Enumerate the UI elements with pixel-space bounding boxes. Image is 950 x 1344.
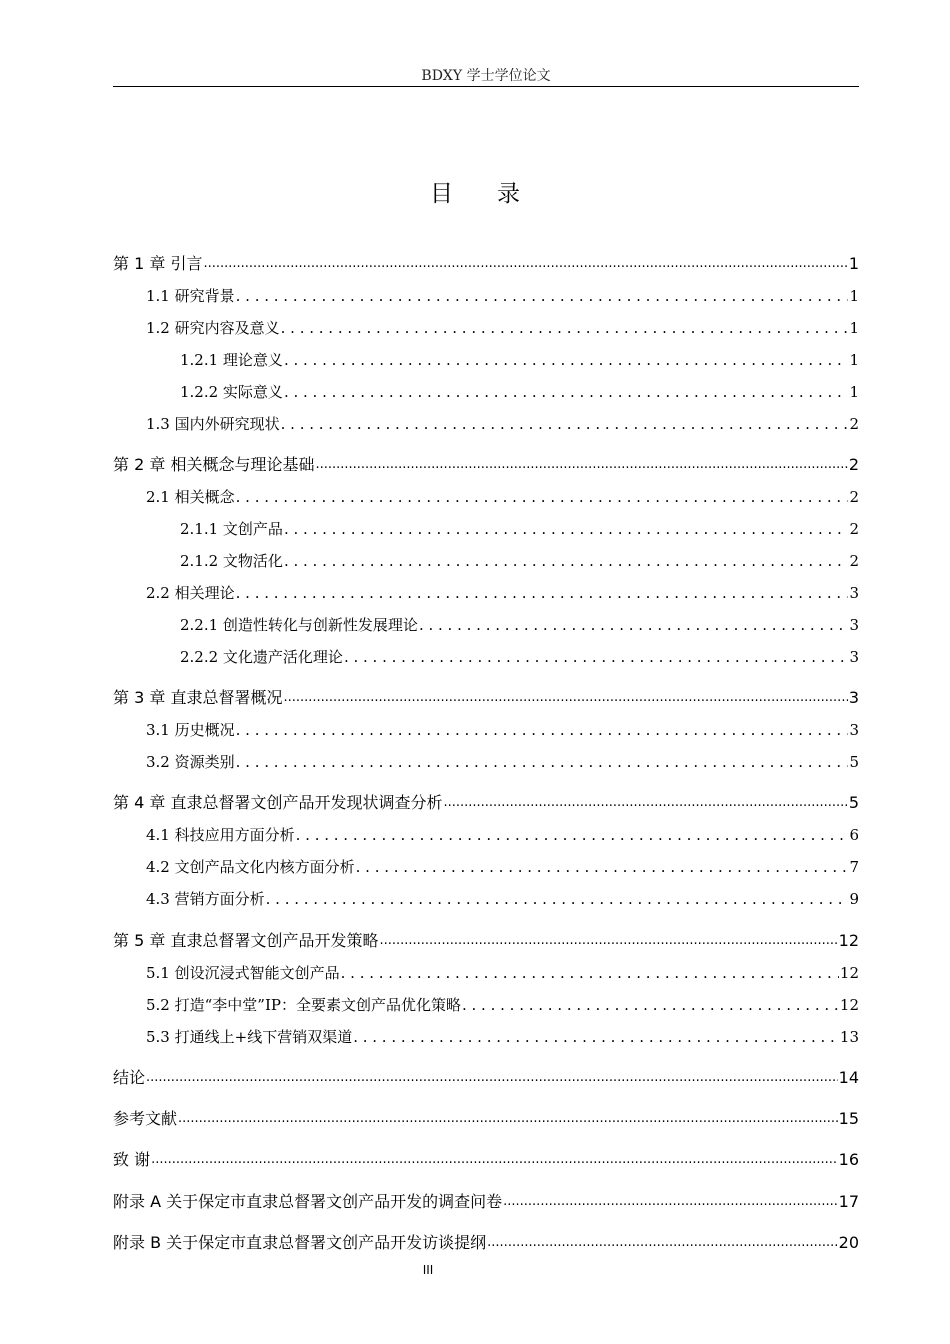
toc-entry-label: 1.2 研究内容及意义 bbox=[146, 319, 280, 337]
toc-entry-label: 1.3 国内外研究现状 bbox=[146, 415, 280, 433]
toc-entry-page: 2 bbox=[849, 520, 859, 538]
toc-dot-leader bbox=[203, 251, 847, 275]
toc-entry[interactable] bbox=[113, 478, 859, 508]
toc-entry[interactable] bbox=[113, 880, 859, 910]
toc-dot-leader bbox=[296, 824, 849, 846]
toc-entry-label: 1.2.2 实际意义 bbox=[180, 383, 283, 401]
toc-entry[interactable] bbox=[113, 638, 859, 668]
toc-entry-label: 1.2.1 理论意义 bbox=[180, 351, 283, 369]
toc-entry[interactable] bbox=[113, 1141, 859, 1171]
toc-entry-page: 12 bbox=[839, 996, 859, 1014]
toc-entry-page: 2 bbox=[849, 488, 859, 506]
toc-dot-leader bbox=[236, 719, 849, 741]
toc-dot-leader bbox=[284, 349, 849, 371]
toc-entry[interactable] bbox=[113, 954, 859, 984]
toc-entry-page: 1 bbox=[849, 351, 859, 369]
toc-entry-page: 3 bbox=[849, 721, 859, 739]
toc-entry-label: 参考文献 bbox=[113, 1109, 178, 1128]
toc-entry-label: 2.2.1 创造性转化与创新性发展理论 bbox=[180, 616, 418, 634]
toc-dot-leader bbox=[284, 518, 849, 540]
toc-dot-leader bbox=[151, 1147, 838, 1171]
toc-dot-leader bbox=[283, 685, 847, 709]
toc-dot-leader bbox=[356, 856, 849, 878]
toc-entry[interactable] bbox=[113, 1224, 859, 1254]
header-rule bbox=[113, 86, 859, 87]
toc-entry-page: 5 bbox=[849, 753, 859, 771]
toc-dot-leader bbox=[236, 751, 849, 773]
toc-title: 目录 bbox=[430, 181, 564, 207]
toc-entry-page: 5 bbox=[848, 793, 859, 812]
toc-entry-label: 4.3 营销方面分析 bbox=[146, 890, 265, 908]
toc-entry[interactable] bbox=[113, 679, 859, 709]
toc-dot-leader bbox=[284, 381, 849, 403]
toc-entry[interactable] bbox=[113, 446, 859, 476]
toc-entry-page: 6 bbox=[849, 826, 859, 844]
toc-dot-leader bbox=[266, 888, 849, 910]
toc-dot-leader bbox=[281, 413, 849, 435]
toc-dot-leader bbox=[353, 1026, 839, 1048]
toc-dot-leader bbox=[236, 285, 849, 307]
toc-entry-page: 15 bbox=[838, 1109, 859, 1128]
toc-entry-page: 2 bbox=[849, 415, 859, 433]
toc-entry-page: 17 bbox=[838, 1192, 859, 1211]
toc-entry[interactable] bbox=[113, 848, 859, 878]
toc-entry[interactable] bbox=[113, 711, 859, 741]
toc-entry-page: 3 bbox=[849, 584, 859, 602]
toc-entry-label: 2.1.1 文创产品 bbox=[180, 520, 283, 538]
toc-entry-label: 4.2 文创产品文化内核方面分析 bbox=[146, 858, 355, 876]
page-number: III bbox=[422, 1263, 434, 1277]
toc-entry[interactable] bbox=[113, 1100, 859, 1130]
toc-entry-page: 12 bbox=[839, 964, 859, 982]
toc-dot-leader bbox=[315, 452, 847, 476]
toc-entry[interactable] bbox=[113, 922, 859, 952]
toc-dot-leader bbox=[281, 317, 849, 339]
toc-entry-page: 3 bbox=[849, 616, 859, 634]
toc-entry-page: 14 bbox=[838, 1068, 859, 1087]
toc-entry-page: 13 bbox=[839, 1028, 859, 1046]
running-header: BDXY 学士学位论文 bbox=[421, 68, 551, 84]
toc-entry-label: 2.1 相关概念 bbox=[146, 488, 235, 506]
toc-entry[interactable] bbox=[113, 245, 859, 275]
toc-entry[interactable] bbox=[113, 1018, 859, 1048]
toc-entry[interactable] bbox=[113, 373, 859, 403]
toc-entry-page: 2 bbox=[849, 552, 859, 570]
toc-entry-page: 20 bbox=[838, 1233, 859, 1252]
toc-entry-page: 3 bbox=[848, 688, 859, 707]
toc-dot-leader bbox=[146, 1065, 838, 1089]
toc-entry[interactable] bbox=[113, 510, 859, 540]
toc-entry-label: 5.3 打通线上+线下营销双渠道 bbox=[146, 1028, 353, 1046]
toc-dot-leader bbox=[462, 994, 839, 1016]
toc-entry-label: 4.1 科技应用方面分析 bbox=[146, 826, 295, 844]
toc-entry[interactable] bbox=[113, 784, 859, 814]
toc-entry[interactable] bbox=[113, 606, 859, 636]
toc-entry-label: 附录 A 关于保定市直隶总督署文创产品开发的调查问卷 bbox=[113, 1192, 503, 1211]
toc-entry-label: 附录 B 关于保定市直隶总督署文创产品开发访谈提纲 bbox=[113, 1233, 487, 1252]
toc-entry-page: 1 bbox=[849, 287, 859, 305]
toc-entry-label: 第 3 章 直隶总督署概况 bbox=[113, 688, 283, 707]
toc-entry[interactable] bbox=[113, 277, 859, 307]
toc-entry-label: 2.2.2 文化遗产活化理论 bbox=[180, 648, 343, 666]
toc-dot-leader bbox=[284, 550, 849, 572]
toc-entry[interactable] bbox=[113, 1059, 859, 1089]
toc-entry-page: 12 bbox=[838, 931, 859, 950]
toc-entry-label: 5.2 打造“李中堂”IP：全要素文创产品优化策略 bbox=[146, 996, 461, 1014]
toc-dot-leader bbox=[379, 928, 837, 952]
toc-entry-label: 第 5 章 直隶总督署文创产品开发策略 bbox=[113, 931, 379, 950]
toc-entry-label: 3.1 历史概况 bbox=[146, 721, 235, 739]
toc-entry-label: 2.2 相关理论 bbox=[146, 584, 235, 602]
toc-entry[interactable] bbox=[113, 816, 859, 846]
toc-entry-label: 第 2 章 相关概念与理论基础 bbox=[113, 455, 315, 474]
toc-entry-page: 7 bbox=[849, 858, 859, 876]
toc-entry-label: 1.1 研究背景 bbox=[146, 287, 235, 305]
toc-entry[interactable] bbox=[113, 341, 859, 371]
toc-entry-page: 3 bbox=[849, 648, 859, 666]
toc-dot-leader bbox=[344, 646, 849, 668]
toc-entry-label: 致 谢 bbox=[113, 1150, 151, 1169]
toc-entry-label: 3.2 资源类别 bbox=[146, 753, 235, 771]
toc-entry[interactable] bbox=[113, 542, 859, 572]
toc-entry-page: 9 bbox=[849, 890, 859, 908]
toc-entry[interactable] bbox=[113, 574, 859, 604]
toc-dot-leader bbox=[443, 790, 847, 814]
toc-entry-page: 1 bbox=[849, 383, 859, 401]
toc-entry-page: 1 bbox=[849, 319, 859, 337]
toc-dot-leader bbox=[341, 962, 839, 984]
toc-dot-leader bbox=[503, 1189, 838, 1213]
toc-dot-leader bbox=[419, 614, 849, 636]
toc-entry-page: 1 bbox=[848, 254, 859, 273]
toc-entry-label: 2.1.2 文物活化 bbox=[180, 552, 283, 570]
toc-entry-label: 5.1 创设沉浸式智能文创产品 bbox=[146, 964, 340, 982]
toc-dot-leader bbox=[487, 1230, 837, 1254]
toc-entry[interactable] bbox=[113, 1183, 859, 1213]
toc-entry-label: 第 4 章 直隶总督署文创产品开发现状调查分析 bbox=[113, 793, 443, 812]
toc-entry[interactable] bbox=[113, 986, 859, 1016]
toc-dot-leader bbox=[236, 582, 849, 604]
toc-entry[interactable] bbox=[113, 405, 859, 435]
toc-dot-leader bbox=[236, 486, 849, 508]
toc-entry-page: 2 bbox=[848, 455, 859, 474]
toc-entry-label: 结论 bbox=[113, 1068, 146, 1087]
toc-entry-page: 16 bbox=[838, 1150, 859, 1169]
toc-entry[interactable] bbox=[113, 309, 859, 339]
toc-entry[interactable] bbox=[113, 743, 859, 773]
toc-dot-leader bbox=[178, 1106, 838, 1130]
toc-entry-label: 第 1 章 引言 bbox=[113, 254, 203, 273]
